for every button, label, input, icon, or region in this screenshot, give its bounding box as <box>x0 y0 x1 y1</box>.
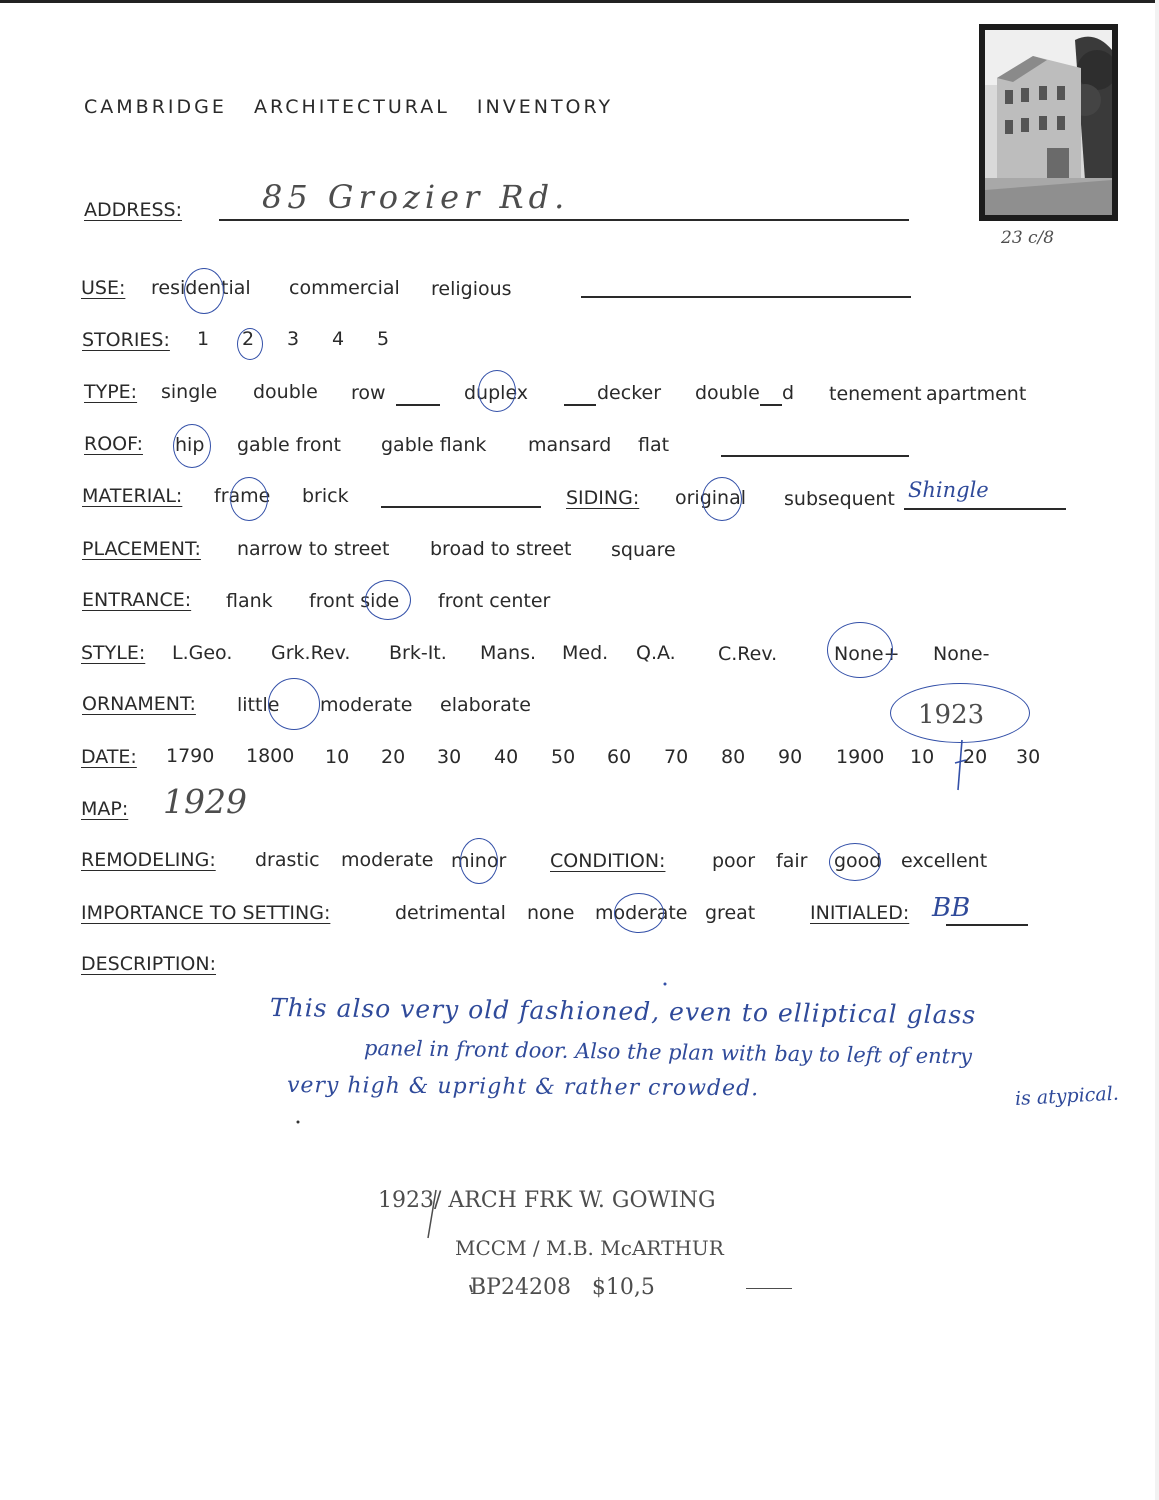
date-option-30[interactable]: 30 <box>437 746 462 768</box>
notes-line-3: BP24208 $10,5 <box>470 1275 655 1300</box>
date-option-70[interactable]: 70 <box>664 746 689 768</box>
type-option-tenement[interactable]: tenement <box>829 383 922 405</box>
importance-option-none[interactable]: none <box>527 902 575 924</box>
form-title: CAMBRIDGE ARCHITECTURAL INVENTORY <box>84 96 614 118</box>
condition-option-poor[interactable]: poor <box>712 850 756 872</box>
placement-label: PLACEMENT: <box>82 538 201 560</box>
style-option-brkit[interactable]: Brk-It. <box>389 642 447 664</box>
material-option-frame[interactable]: frame <box>214 485 271 507</box>
condition-option-fair[interactable]: fair <box>776 850 808 872</box>
initialed-label: INITIALED: <box>810 902 910 924</box>
initialed-value: BB <box>932 893 971 923</box>
type-option-apartment[interactable]: apartment <box>926 383 1027 405</box>
style-option-grkrev[interactable]: Grk.Rev. <box>271 642 351 664</box>
stories-label: STORIES: <box>82 329 170 351</box>
style-option-lgeo[interactable]: L.Geo. <box>172 642 233 664</box>
description-line-4: is atypical. <box>1014 1082 1120 1110</box>
placement-option-narrow[interactable]: narrow to street <box>237 538 390 560</box>
importance-option-detrimental[interactable]: detrimental <box>395 902 506 924</box>
description-label: DESCRIPTION: <box>81 953 217 975</box>
date-option-1800[interactable]: 1800 <box>246 745 295 767</box>
ornament-option-elaborate[interactable]: elaborate <box>440 694 531 716</box>
style-option-none-plus[interactable]: None+ <box>834 643 900 665</box>
style-option-crev[interactable]: C.Rev. <box>718 643 778 665</box>
roof-option-hip[interactable]: hip <box>175 434 205 456</box>
address-value: 85 Grozier Rd. <box>262 178 570 216</box>
siding-option-subsequent[interactable]: subsequent <box>784 488 895 510</box>
use-option-residential[interactable]: residential <box>151 277 251 299</box>
roof-label: ROOF: <box>84 433 143 455</box>
date-option-1910[interactable]: 10 <box>910 746 935 768</box>
ornament-option-moderate[interactable]: moderate <box>320 694 413 716</box>
type-option-decker[interactable]: decker <box>597 382 662 404</box>
stories-option-4[interactable]: 4 <box>332 328 345 350</box>
condition-option-excellent[interactable]: excellent <box>901 850 988 872</box>
date-option-20[interactable]: 20 <box>381 746 406 768</box>
style-option-qa[interactable]: Q.A. <box>636 642 676 664</box>
remodeling-option-drastic[interactable]: drastic <box>255 849 320 871</box>
address-label: ADDRESS: <box>84 199 182 221</box>
remodeling-label: REMODELING: <box>81 849 216 871</box>
style-label: STYLE: <box>81 642 146 664</box>
material-label: MATERIAL: <box>82 485 183 507</box>
date-option-1790[interactable]: 1790 <box>166 745 215 767</box>
map-value: 1929 <box>163 782 247 821</box>
entrance-option-front-center[interactable]: front center <box>438 590 551 612</box>
description-line-1: This also very old fashioned, even to elliptical glass <box>269 993 977 1030</box>
stories-option-1[interactable]: 1 <box>197 328 210 350</box>
placement-option-broad[interactable]: broad to street <box>430 538 572 560</box>
placement-option-square[interactable]: square <box>611 539 676 561</box>
type-option-row[interactable]: row <box>351 382 386 404</box>
stories-option-5[interactable]: 5 <box>377 328 390 350</box>
type-option-double-d[interactable]: double <box>695 382 760 404</box>
photo-reference: 23 c/8 <box>1001 228 1055 248</box>
use-option-commercial[interactable]: commercial <box>289 277 400 299</box>
type-option-double[interactable]: double <box>253 381 318 403</box>
style-option-none-minus[interactable]: None- <box>933 643 990 665</box>
date-option-90[interactable]: 90 <box>778 746 803 768</box>
roof-option-mansard[interactable]: mansard <box>528 434 612 456</box>
type-option-duplex[interactable]: duplex <box>464 382 529 404</box>
style-option-med[interactable]: Med. <box>562 642 609 664</box>
stories-option-3[interactable]: 3 <box>287 328 300 350</box>
ornament-label: ORNAMENT: <box>82 693 196 715</box>
date-option-10[interactable]: 10 <box>325 746 350 768</box>
date-option-80[interactable]: 80 <box>721 746 746 768</box>
date-option-1920[interactable]: 20 <box>963 746 988 768</box>
material-option-brick[interactable]: brick <box>302 485 349 507</box>
type-option-d[interactable]: d <box>782 382 795 404</box>
date-option-50[interactable]: 50 <box>551 746 576 768</box>
condition-label: CONDITION: <box>550 850 666 872</box>
entrance-option-flank[interactable]: flank <box>226 590 273 612</box>
date-option-40[interactable]: 40 <box>494 746 519 768</box>
siding-note: Shingle <box>908 478 989 502</box>
description-line-2: panel in front door. Also the plan with bay to left of entry <box>363 1036 973 1069</box>
roof-option-gable-front[interactable]: gable front <box>237 434 341 456</box>
remodeling-option-minor[interactable]: minor <box>451 850 507 872</box>
entrance-label: ENTRANCE: <box>82 589 192 611</box>
importance-option-moderate[interactable]: moderate <box>595 902 688 924</box>
remodeling-option-moderate[interactable]: moderate <box>341 849 434 871</box>
date-written-value: 1923 <box>918 700 985 730</box>
entrance-option-front-side[interactable]: front side <box>309 590 400 612</box>
use-option-religious[interactable]: religious <box>431 278 512 300</box>
date-label: DATE: <box>81 746 137 768</box>
date-option-1930[interactable]: 30 <box>1016 746 1041 768</box>
date-option-1900[interactable]: 1900 <box>836 746 885 768</box>
notes-line-2: MCCM / M.B. McARTHUR <box>455 1236 724 1260</box>
roof-option-flat[interactable]: flat <box>638 434 670 456</box>
siding-option-original[interactable]: original <box>675 487 747 509</box>
use-label: USE: <box>81 277 126 299</box>
type-label: TYPE: <box>84 381 138 403</box>
siding-label: SIDING: <box>566 487 640 509</box>
condition-option-good[interactable]: good <box>834 850 882 872</box>
notes-line-1: 1923/ ARCH FRK W. GOWING <box>378 1188 716 1213</box>
ornament-option-little[interactable]: little <box>237 694 280 716</box>
importance-label: IMPORTANCE TO SETTING: <box>81 902 331 924</box>
map-label: MAP: <box>81 798 129 820</box>
roof-option-gable-flank[interactable]: gable flank <box>381 434 487 456</box>
date-option-60[interactable]: 60 <box>607 746 632 768</box>
style-option-mans[interactable]: Mans. <box>480 642 537 664</box>
importance-option-great[interactable]: great <box>705 902 756 924</box>
type-option-single[interactable]: single <box>161 381 218 403</box>
description-line-3: very high & upright & rather crowded. <box>286 1073 760 1102</box>
stories-option-2[interactable]: 2 <box>242 328 255 350</box>
